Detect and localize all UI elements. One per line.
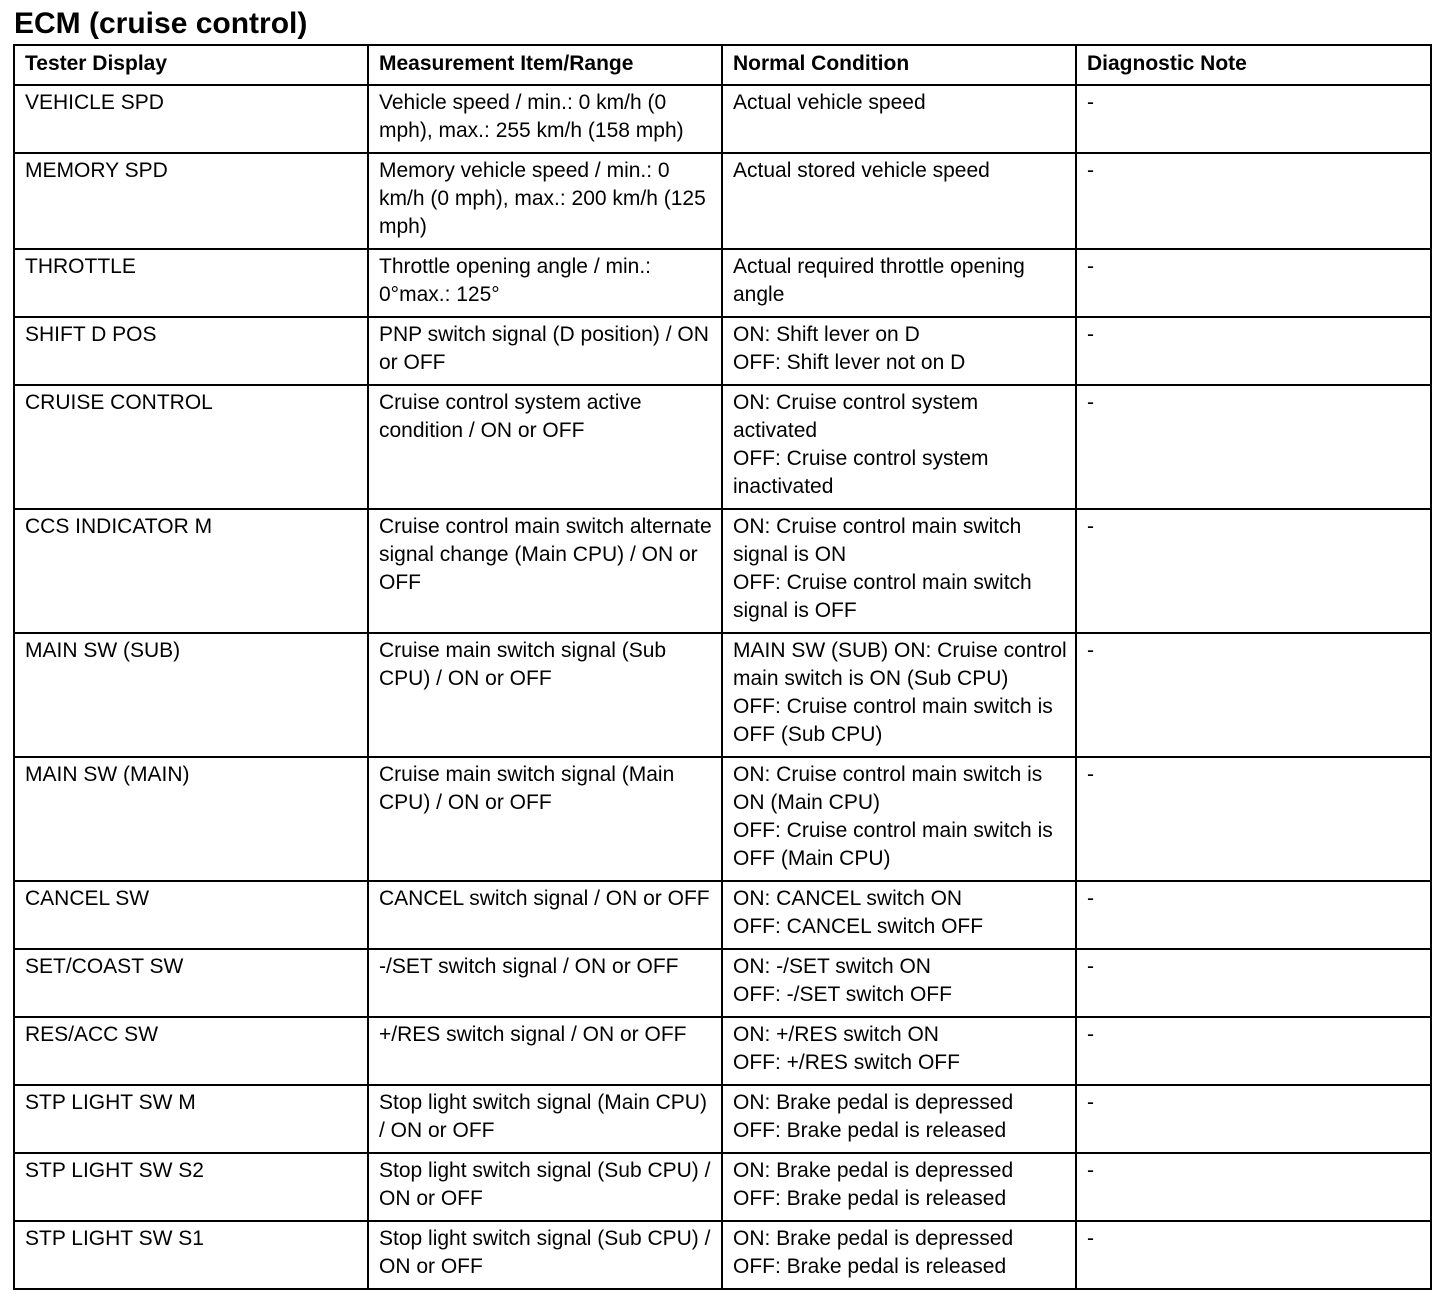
column-header-measurement-item: Measurement Item/Range (368, 45, 722, 85)
measurement-range-cell: -/SET switch signal / ON or OFF (368, 949, 722, 1017)
diagnostic-note-cell: - (1076, 385, 1431, 509)
measurement-range-cell: Cruise main switch signal (Sub CPU) / ON or OFF (368, 633, 722, 757)
header-row (14, 45, 1431, 85)
table-row (14, 509, 1431, 633)
measurement-range-cell: Stop light switch signal (Sub CPU) / ON or OFF (368, 1221, 722, 1289)
page-title: ECM (cruise control) (14, 7, 308, 40)
normal-condition-cell: ON: Brake pedal is depressed OFF: Brake pedal is released (722, 1085, 1076, 1153)
normal-condition-cell: Actual vehicle speed (722, 85, 1076, 153)
diagnostic-note-cell: - (1076, 153, 1431, 249)
tester-display-cell: STP LIGHT SW M (14, 1085, 368, 1153)
normal-condition-cell: Actual stored vehicle speed (722, 153, 1076, 249)
diagnostic-note-cell: - (1076, 1085, 1431, 1153)
measurement-range-cell: Stop light switch signal (Sub CPU) / ON or OFF (368, 1153, 722, 1221)
data-table (13, 44, 1432, 1290)
column-header-diagnostic-note: Diagnostic Note (1076, 45, 1431, 85)
normal-condition-cell: ON: CANCEL switch ON OFF: CANCEL switch OFF (722, 881, 1076, 949)
table-row (14, 85, 1431, 153)
tester-display-cell: CRUISE CONTROL (14, 385, 368, 509)
diagnostic-note-cell: - (1076, 1221, 1431, 1289)
tester-display-cell: VEHICLE SPD (14, 85, 368, 153)
measurement-range-cell: PNP switch signal (D position) / ON or OFF (368, 317, 722, 385)
tester-display-cell: SHIFT D POS (14, 317, 368, 385)
diagnostic-note-cell: - (1076, 949, 1431, 1017)
diagnostic-note-cell: - (1076, 249, 1431, 317)
column-header-normal-condition: Normal Condition (722, 45, 1076, 85)
normal-condition-cell: MAIN SW (SUB) ON: Cruise control main switch is ON (Sub CPU) OFF: Cruise control main switch is OFF (Sub CPU) (722, 633, 1076, 757)
table-row (14, 1085, 1431, 1153)
tester-display-cell: CCS INDICATOR M (14, 509, 368, 633)
normal-condition-cell: ON: -/SET switch ON OFF: -/SET switch OFF (722, 949, 1076, 1017)
diagnostic-note-cell: - (1076, 881, 1431, 949)
normal-condition-cell: ON: Brake pedal is depressed OFF: Brake pedal is released (722, 1221, 1076, 1289)
normal-condition-cell: ON: Shift lever on D OFF: Shift lever not on D (722, 317, 1076, 385)
table-row (14, 949, 1431, 1017)
measurement-range-cell: CANCEL switch signal / ON or OFF (368, 881, 722, 949)
diagnostic-note-cell: - (1076, 633, 1431, 757)
table-row (14, 881, 1431, 949)
tester-display-cell: RES/ACC SW (14, 1017, 368, 1085)
normal-condition-cell: ON: Cruise control main switch is ON (Main CPU) OFF: Cruise control main switch is OFF (Main CPU) (722, 757, 1076, 881)
measurement-range-cell: Memory vehicle speed / min.: 0 km/h (0 mph), max.: 200 km/h (125 mph) (368, 153, 722, 249)
table-row (14, 1221, 1431, 1289)
diagnostic-note-cell: - (1076, 1153, 1431, 1221)
normal-condition-cell: ON: Cruise control system activated OFF: Cruise control system inactivated (722, 385, 1076, 509)
diagnostic-note-cell: - (1076, 509, 1431, 633)
tester-display-cell: MEMORY SPD (14, 153, 368, 249)
tester-display-cell: STP LIGHT SW S2 (14, 1153, 368, 1221)
diagnostic-note-cell: - (1076, 85, 1431, 153)
table-body (14, 85, 1431, 1289)
measurement-range-cell: Cruise control main switch alternate signal change (Main CPU) / ON or OFF (368, 509, 722, 633)
diagnostic-note-cell: - (1076, 317, 1431, 385)
normal-condition-cell: ON: Cruise control main switch signal is ON OFF: Cruise control main switch signal is OFF (722, 509, 1076, 633)
measurement-range-cell: Throttle opening angle / min.: 0°max.: 125° (368, 249, 722, 317)
table-row (14, 249, 1431, 317)
diagnostic-note-cell: - (1076, 1017, 1431, 1085)
table-row (14, 757, 1431, 881)
column-header-tester-display: Tester Display (14, 45, 368, 85)
table-row (14, 385, 1431, 509)
measurement-range-cell: Vehicle speed / min.: 0 km/h (0 mph), max.: 255 km/h (158 mph) (368, 85, 722, 153)
measurement-range-cell: +/RES switch signal / ON or OFF (368, 1017, 722, 1085)
tester-display-cell: STP LIGHT SW S1 (14, 1221, 368, 1289)
tester-display-cell: MAIN SW (MAIN) (14, 757, 368, 881)
tester-display-cell: THROTTLE (14, 249, 368, 317)
measurement-range-cell: Cruise control system active condition / ON or OFF (368, 385, 722, 509)
table-row (14, 1017, 1431, 1085)
tester-display-cell: SET/COAST SW (14, 949, 368, 1017)
tester-display-cell: MAIN SW (SUB) (14, 633, 368, 757)
table-row (14, 153, 1431, 249)
normal-condition-cell: ON: +/RES switch ON OFF: +/RES switch OFF (722, 1017, 1076, 1085)
diagnostic-note-cell: - (1076, 757, 1431, 881)
tester-display-cell: CANCEL SW (14, 881, 368, 949)
normal-condition-cell: ON: Brake pedal is depressed OFF: Brake pedal is released (722, 1153, 1076, 1221)
table-row (14, 633, 1431, 757)
measurement-range-cell: Stop light switch signal (Main CPU) / ON or OFF (368, 1085, 722, 1153)
table-row (14, 1153, 1431, 1221)
table-row (14, 317, 1431, 385)
measurement-range-cell: Cruise main switch signal (Main CPU) / ON or OFF (368, 757, 722, 881)
normal-condition-cell: Actual required throttle opening angle (722, 249, 1076, 317)
table-header (14, 45, 1431, 85)
